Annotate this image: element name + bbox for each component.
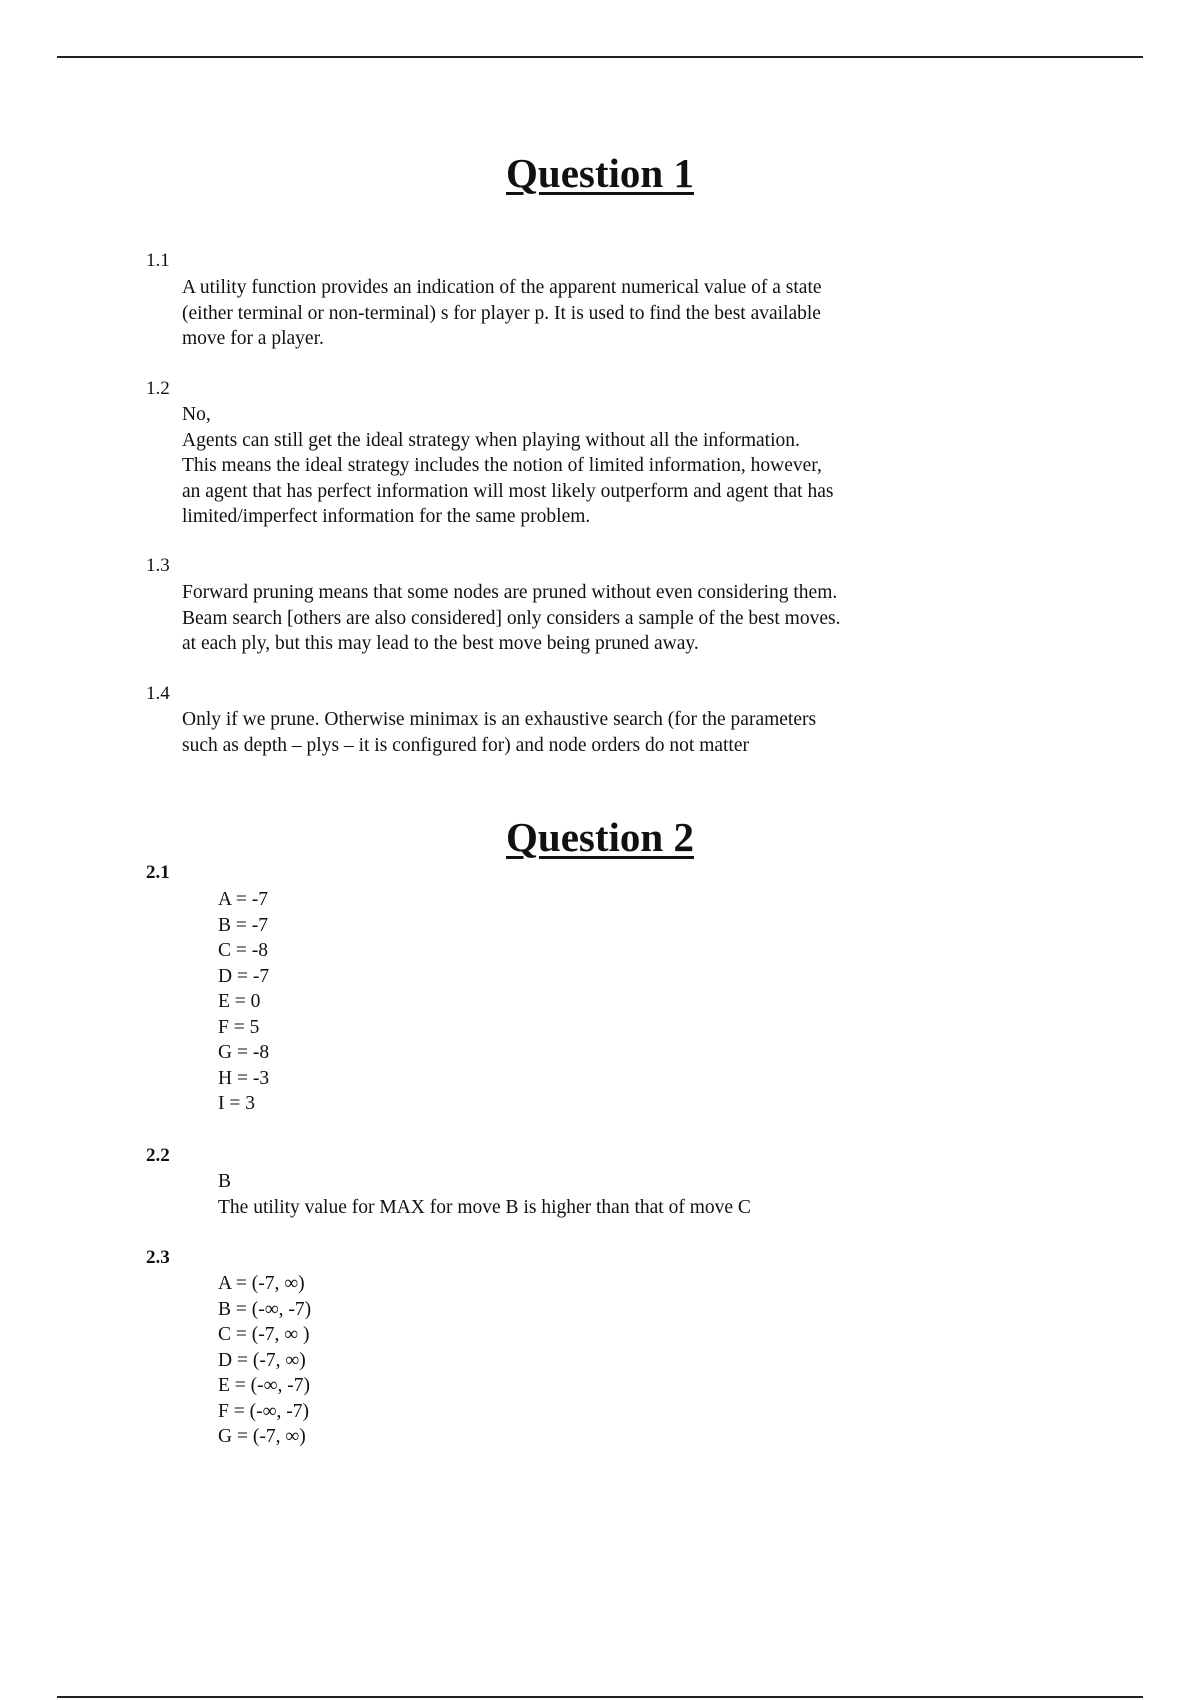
value-line: B = -7 xyxy=(218,914,268,936)
value-line: F = 5 xyxy=(218,1016,260,1038)
value-line: E = 0 xyxy=(218,991,261,1012)
answer-line: an agent that has perfect information will most likely outperform and agent that has xyxy=(182,480,834,502)
answer-line: A utility function provides an indication of the apparent numerical value of a state xyxy=(182,277,822,298)
item-2-1-answer xyxy=(218,887,269,1117)
bottom-rule xyxy=(57,1696,1143,1698)
question-1-title-text: Question 1 xyxy=(506,150,694,196)
item-1-2-answer xyxy=(182,402,942,530)
value-line: G = (-7, ∞) xyxy=(218,1426,306,1447)
value-line: I = 3 xyxy=(218,1093,255,1114)
item-1-1-answer xyxy=(182,275,942,352)
answer-line: Only if we prune. Otherwise minimax is an exhaustive search (for the parameters xyxy=(182,709,817,730)
value-line: D = -7 xyxy=(218,965,270,987)
value-line: A = -7 xyxy=(218,889,268,910)
answer-line: limited/imperfect information for the same problem. xyxy=(182,506,591,527)
value-line: E = (-∞, -7) xyxy=(218,1375,311,1396)
value-line: G = -8 xyxy=(218,1042,270,1063)
item-1-2-number: 1.2 xyxy=(146,378,170,399)
value-line: D = (-7, ∞) xyxy=(218,1349,306,1371)
value-line: B = (-∞, -7) xyxy=(218,1298,312,1320)
answer-line: such as depth – plys – it is configured for) and node orders do not matter xyxy=(182,734,749,756)
answer-line: (either terminal or non-terminal) s for player p. It is used to find the best available xyxy=(182,302,821,324)
value-line: The utility value for MAX for move B is higher than that of move C xyxy=(218,1196,751,1218)
top-rule xyxy=(57,56,1143,58)
item-1-3-number: 1.3 xyxy=(146,555,170,576)
item-1-4-answer xyxy=(182,707,942,758)
item-1-1-number: 1.1 xyxy=(146,250,170,271)
value-line: B xyxy=(218,1171,232,1192)
item-2-2-answer xyxy=(218,1169,751,1220)
item-2-2-number: 2.2 xyxy=(146,1145,170,1166)
answer-line: Forward pruning means that some nodes are pruned without even considering them. xyxy=(182,582,838,603)
value-line: F = (-∞, -7) xyxy=(218,1400,309,1422)
answer-line: No, xyxy=(182,404,211,425)
item-1-4-number: 1.4 xyxy=(146,683,170,704)
answer-line: Agents can still get the ideal strategy when playing without all the information. xyxy=(182,429,800,451)
question-1-title xyxy=(0,150,1200,196)
item-2-3-answer xyxy=(218,1271,311,1450)
value-line: C = -8 xyxy=(218,940,268,961)
answer-line: move for a player. xyxy=(182,328,324,349)
item-1-3-answer xyxy=(182,580,942,657)
value-line: C = (-7, ∞ ) xyxy=(218,1324,310,1345)
answer-line: This means the ideal strategy includes the notion of limited information, however, xyxy=(182,455,822,476)
item-2-1-number: 2.1 xyxy=(146,862,170,883)
value-line: A = (-7, ∞) xyxy=(218,1273,305,1294)
value-line: H = -3 xyxy=(218,1067,270,1089)
item-2-3-number: 2.3 xyxy=(146,1247,170,1268)
question-2-title-text: Question 2 xyxy=(506,814,694,860)
answer-line: at each ply, but this may lead to the best move being pruned away. xyxy=(182,633,699,654)
question-2-title xyxy=(0,814,1200,860)
answer-line: Beam search [others are also considered] only considers a sample of the best moves. xyxy=(182,607,841,629)
